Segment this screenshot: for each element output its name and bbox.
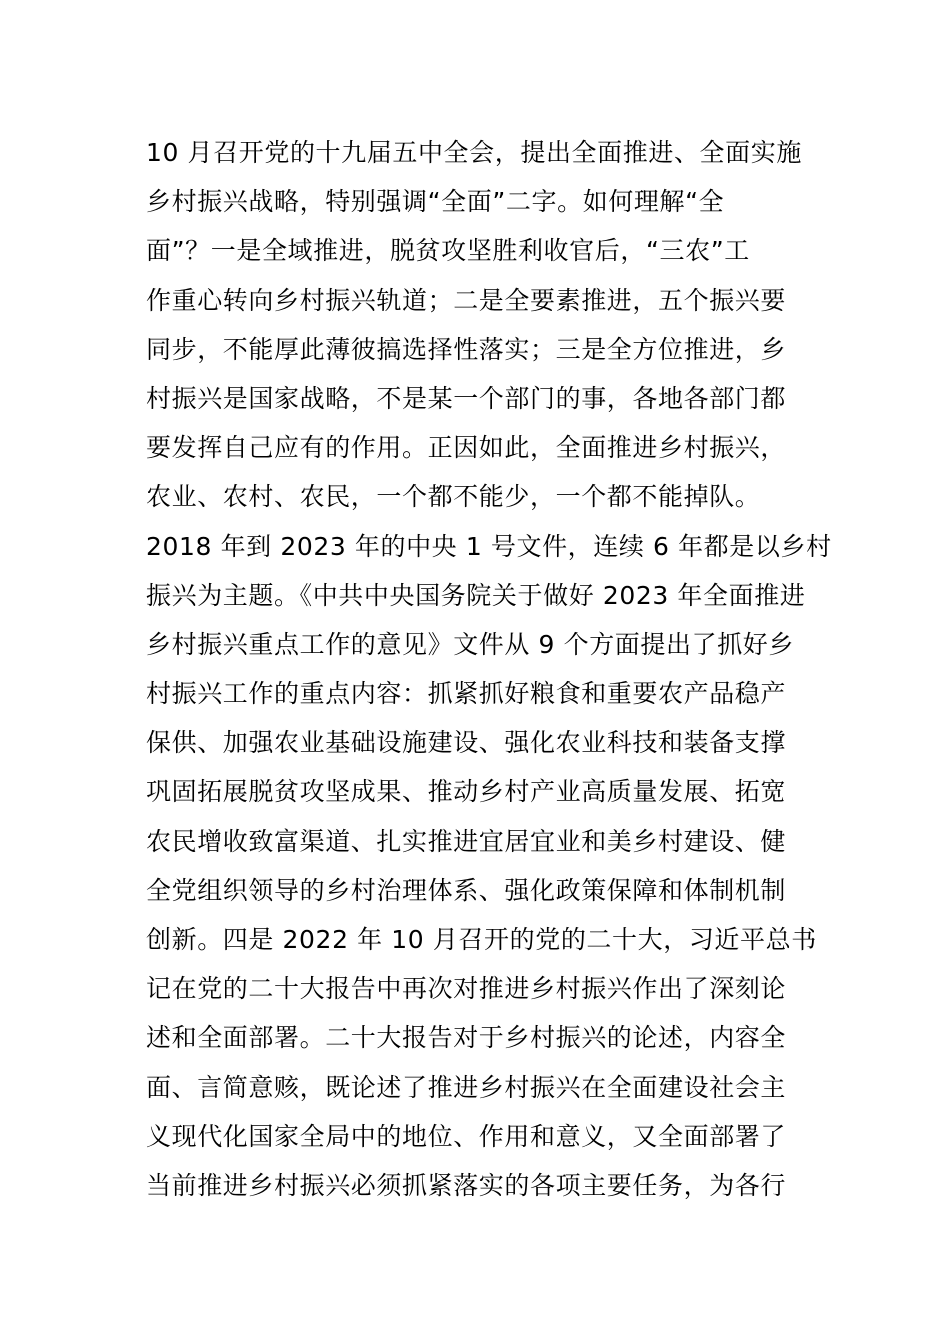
- text-line: 义现代化国家全局中的地位、作用和意义，又全面部署了: [146, 1121, 787, 1151]
- text-line: 村振兴工作的重点内容：抓紧抓好粮食和重要农产品稳产: [146, 679, 787, 709]
- text-line: 农民增收致富渠道、扎实推进宜居宜业和美乡村建设、健: [146, 826, 787, 856]
- text-line: 10 月召开党的十九届五中全会，提出全面推进、全面实施: [146, 138, 802, 167]
- text-line: 创新。四是 2022 年 10 月召开的党的二十大，习近平总书: [146, 925, 817, 954]
- text-line: 乡村振兴重点工作的意见》文件从 9 个方面提出了抓好乡: [146, 629, 795, 659]
- text-line: 面”？一是全域推进，脱贫攻坚胜利收官后，“三农”工: [146, 236, 750, 266]
- text-line: 保供、加强农业基础设施建设、强化农业科技和装备支撑: [146, 728, 787, 758]
- body-paragraph: [146, 128, 832, 1210]
- text-line: 农业、农村、农民，一个都不能少，一个都不能掉队。: [146, 482, 761, 512]
- text-line: 同步，不能厚此薄彼搞选择性落实；三是全方位推进，乡: [146, 334, 787, 364]
- text-line: 村振兴是国家战略，不是某一个部门的事，各地各部门都: [146, 383, 787, 413]
- text-line: 全党组织领导的乡村治理体系、强化政策保障和体制机制: [146, 875, 787, 905]
- text-line: 面、言简意赅，既论述了推进乡村振兴在全面建设社会主: [146, 1072, 787, 1102]
- text-line: 巩固拓展脱贫攻坚成果、推动乡村产业高质量发展、拓宽: [146, 777, 787, 807]
- text-line: 作重心转向乡村振兴轨道；二是全要素推进，五个振兴要: [146, 285, 787, 315]
- text-line: 记在党的二十大报告中再次对推进乡村振兴作出了深刻论: [146, 974, 787, 1004]
- text-line: 2018 年到 2023 年的中央 1 号文件，连续 6 年都是以乡村: [146, 531, 832, 561]
- text-line: 要发挥自己应有的作用。正因如此，全面推进乡村振兴，: [146, 433, 787, 463]
- text-line: 述和全面部署。二十大报告对于乡村振兴的论述，内容全: [146, 1023, 787, 1053]
- text-line: 振兴为主题。《中共中央国务院关于做好 2023 年全面推进: [146, 580, 806, 610]
- text-line: 乡村振兴战略，特别强调“全面”二字。如何理解“全: [146, 187, 725, 217]
- text-line: 当前推进乡村振兴必须抓紧落实的各项主要任务，为各行: [146, 1170, 787, 1200]
